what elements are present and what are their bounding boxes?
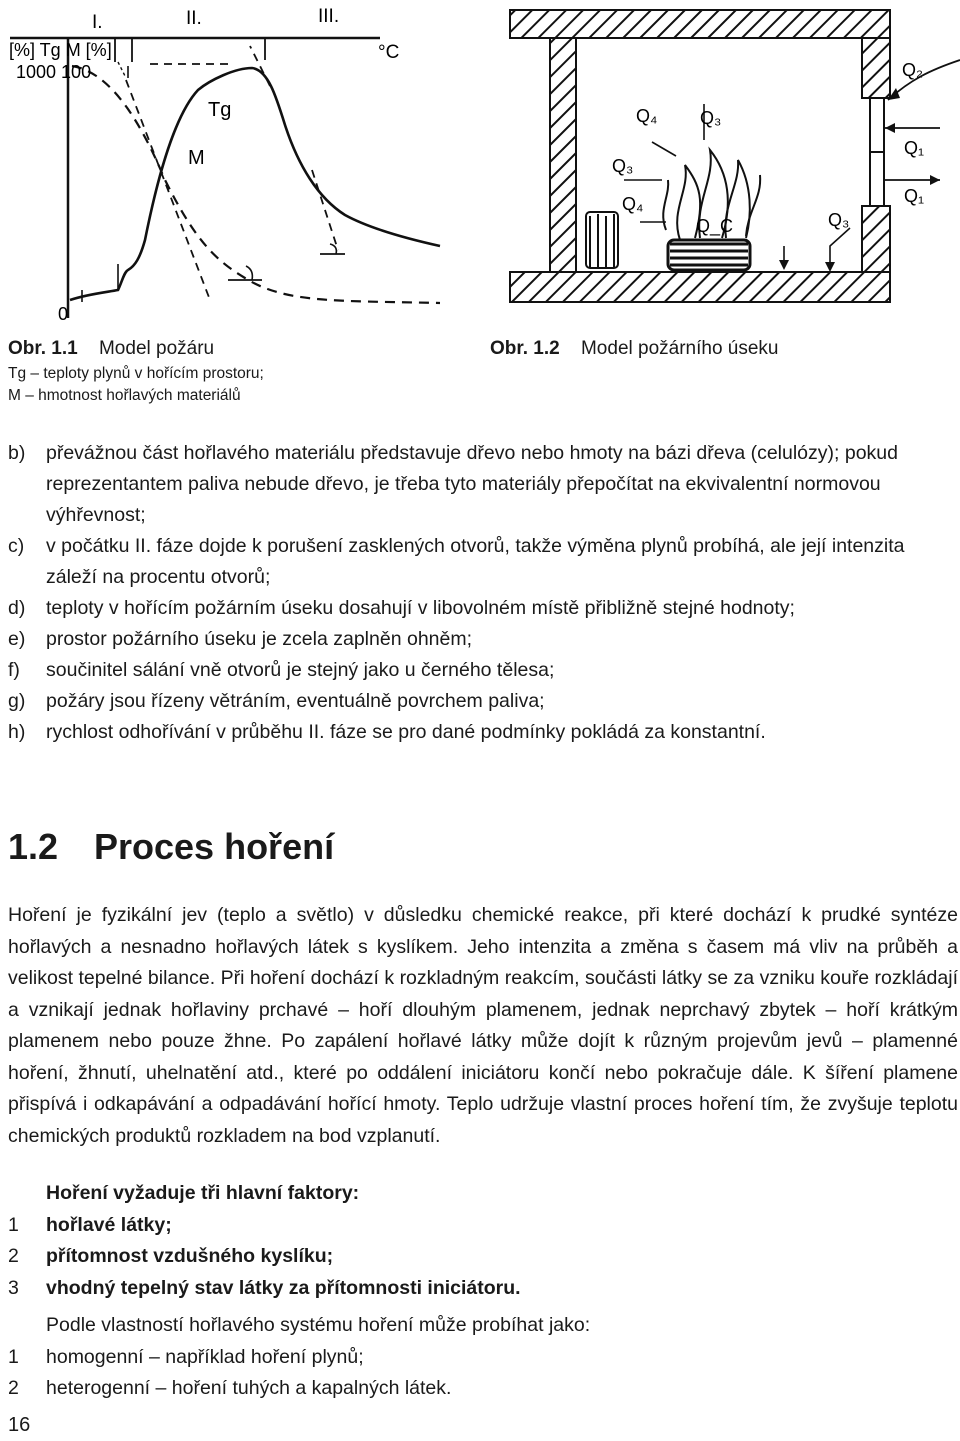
- kind-item: [8, 1373, 958, 1405]
- fire-compartment-figure: [490, 0, 960, 330]
- list-text: součinitel sálání vně otvorů je stejný jako u černého tělesa;: [46, 659, 555, 681]
- phase-2-label: II.: [186, 8, 202, 29]
- list-text: rychlost odhořívání v průběhu II. fáze se pro dané podmínky pokládá za konstantní.: [46, 721, 766, 743]
- list-text: v počátku II. fáze dojde k porušení zasklených otvorů, takže výměna plynů probíhá, ale její intenzita záleží na procentu otvorů;: [46, 535, 905, 588]
- list-marker: b): [8, 442, 26, 464]
- fig1-caption-number: Obr. 1.1: [8, 338, 78, 359]
- kind-text: homogenní – například hoření plynů;: [46, 1345, 364, 1368]
- page-number: 16: [8, 1414, 31, 1436]
- section-title: Proces hoření: [94, 826, 335, 867]
- list-marker: h): [8, 721, 26, 743]
- kind-item: [8, 1342, 958, 1374]
- qc-label: Q_C: [696, 216, 734, 236]
- combustion-kinds-lead: Podle vlastností hořlavého systému hoření může probíhat jako:: [46, 1314, 591, 1336]
- list-text: převážnou část hořlavého materiálu představuje dřevo nebo hmoty na bázi dřeva (celulózy); pokud reprezentantem paliva nebude dřevo, je třeba tyto materiály přepočítat na ekvivalentní normovou výhřevnost;: [46, 442, 898, 526]
- m-curve-label: M: [188, 147, 205, 169]
- q1-lower-label: Q₁: [904, 186, 925, 206]
- tg-curve-label: Tg: [208, 99, 232, 121]
- body-paragraph: Hoření je fyzikální jev (teplo a světlo) v důsledku chemické reakce, při které dochází k prudké syntéze hořlavých a nesnadno hořlavých látek s kyslíkem. Jeho intenzita a změna s časem má vliv na průběh a velikost tepelné bilance. Při hoření dochází k rozkladným reakcím, součásti látky se za vzniku kouře rozkládají a vznikají jednak hořlaviny prchavé – hoří dlouhým plamenem, jednak neprchavý zbytek – hoří krátkým plamenem nebo pouze žhne. Po zapálení hořlavé látky může dojít k různým projevům jevů – plamenné hoření, žhnutí, uhelnatění atd., které po oddálení iniciátoru končí nebo pokračuje dále. K šíření plamene přispívá i odkapávání a odpadávání hořící hmoty. Teplo udržuje vlastní proces hoření tím, že zvyšuje teplotu chemických produktů rozkladem na bod vzplanutí.: [8, 904, 958, 1147]
- factor-text: vhodný tepelný stav látky za přítomnosti iniciátoru.: [46, 1276, 521, 1299]
- factor-number: 1: [8, 1213, 19, 1236]
- fig1-caption: [8, 338, 214, 360]
- factor-number: 3: [8, 1276, 19, 1299]
- kind-number: 1: [8, 1345, 19, 1368]
- phase-1-label: I.: [92, 12, 103, 33]
- fig1-caption-line2: Tg – teploty plynů v hořícím prostoru;: [8, 365, 264, 382]
- celsius-label: °C: [378, 42, 400, 63]
- list-text: teploty v hořícím požárním úseku dosahují v libovolném místě přibližně stejné hodnoty;: [46, 597, 795, 619]
- kind-text: heterogenní – hoření tuhých a kapalných látek.: [46, 1377, 452, 1399]
- fig2-caption-title: Model požárního úseku: [580, 338, 779, 359]
- q1-upper-label: Q₁: [904, 138, 925, 158]
- list-marker: f): [8, 659, 20, 681]
- axis-units-label: [%] Tg M [%]: [9, 40, 112, 60]
- q4-lower-label: Q₄: [622, 194, 644, 214]
- list-item: [8, 717, 958, 748]
- factor-item: [8, 1241, 958, 1273]
- list-item: [8, 438, 958, 531]
- section-number: 1.2: [8, 826, 59, 867]
- factors-heading: Hoření vyžaduje tři hlavní faktory:: [46, 1182, 360, 1204]
- q3-right-label: Q₃: [828, 210, 850, 230]
- q3-upper-label: Q₃: [700, 108, 722, 128]
- assumptions-list: [8, 438, 958, 748]
- fig2-caption-number: Obr. 1.2: [490, 338, 560, 359]
- factor-item: [8, 1273, 958, 1305]
- list-item: [8, 686, 958, 717]
- fire-model-figure: [0, 0, 470, 330]
- section-heading: [8, 826, 334, 868]
- factor-item: [8, 1210, 958, 1242]
- q2-label: Q₂: [902, 60, 923, 80]
- factor-text: hořlavé látky;: [46, 1213, 172, 1236]
- kind-number: 2: [8, 1377, 19, 1399]
- list-item: [8, 531, 958, 593]
- factor-text: přítomnost vzdušného kyslíku;: [46, 1245, 334, 1267]
- axis-top-values: 1000 100: [16, 62, 92, 82]
- axis-zero-label: 0: [58, 304, 69, 324]
- list-item: [8, 593, 958, 624]
- list-item: [8, 655, 958, 686]
- list-item: [8, 624, 958, 655]
- list-marker: d): [8, 597, 26, 619]
- list-text: prostor požárního úseku je zcela zaplněn ohněm;: [46, 628, 473, 650]
- q3-left-label: Q₃: [612, 156, 634, 176]
- phase-3-label: III.: [318, 6, 340, 27]
- q4-upper-label: Q₄: [636, 106, 658, 126]
- factor-number: 2: [8, 1245, 19, 1267]
- list-text: požáry jsou řízeny větráním, eventuálně povrchem paliva;: [46, 690, 545, 712]
- fig1-caption-title: Model požáru: [98, 338, 215, 359]
- list-marker: g): [8, 690, 26, 712]
- list-marker: c): [8, 535, 25, 557]
- list-marker: e): [8, 628, 26, 650]
- factors-block: [8, 1178, 958, 1405]
- fig2-caption: [490, 338, 779, 360]
- fig1-caption-line3: M – hmotnost hořlavých materiálů: [8, 387, 241, 404]
